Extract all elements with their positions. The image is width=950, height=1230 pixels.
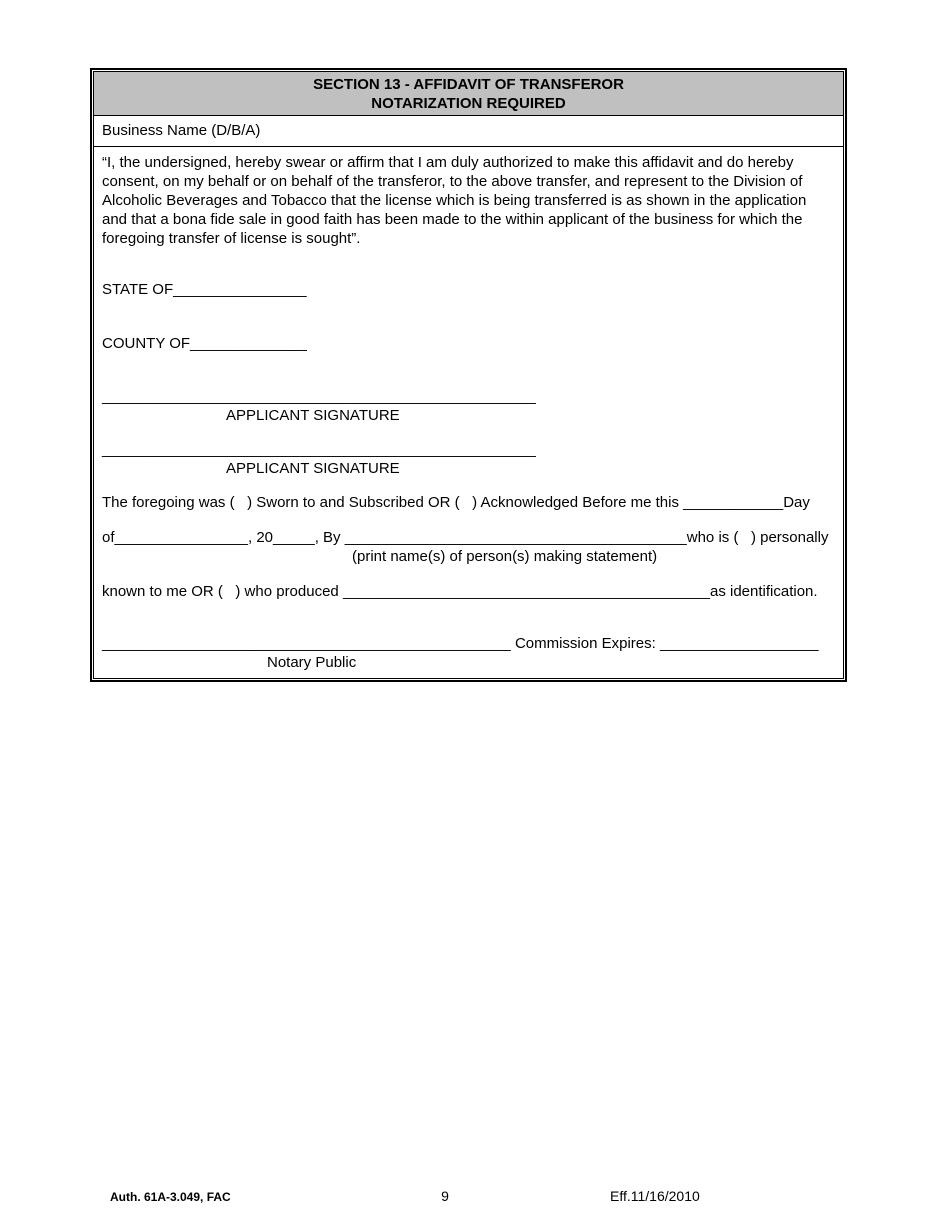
effective-date: Eff.11/16/2010: [610, 1188, 700, 1204]
notary-public-label: Notary Public: [267, 654, 357, 671]
affidavit-form: [90, 68, 847, 682]
notarization-foregoing-line: The foregoing was ( ) Sworn to and Subscribed OR ( ) Acknowledged Before me this ____________Day: [102, 494, 810, 511]
state-of-line: STATE OF________________: [102, 281, 307, 298]
business-name-row: [94, 116, 843, 147]
page-number: 9: [441, 1188, 449, 1204]
county-of-line: COUNTY OF______________: [102, 335, 307, 352]
print-names-caption: (print name(s) of person(s) making statement): [352, 548, 658, 565]
identification-line: known to me OR ( ) who produced ____________________________________________as identification.: [102, 583, 818, 600]
page-footer: [0, 1188, 950, 1208]
notarization-date-line: of________________, 20_____, By _________________________________________who is ( ) personally: [102, 529, 829, 546]
business-name-label: Business Name (D/B/A): [102, 122, 261, 139]
affidavit-statement: “I, the undersigned, hereby swear or affirm that I am duly authorized to make this affidavit and do hereby consent, on my behalf or on behalf of the transferor, to the above transfer, and represent to the Division of Alcoholic Beverages and Tobacco that the license which is being transferred is as shown in the application and that a bona fide sale in good faith has been made to the within applicant of the business for which the foregoing transfer of license is sought”.: [102, 154, 807, 247]
applicant-signature-blank-2: ____________________________________________________: [102, 441, 536, 458]
applicant-signature-label-2: APPLICANT SIGNATURE: [226, 460, 400, 477]
applicant-signature-label-1: APPLICANT SIGNATURE: [226, 407, 400, 424]
commission-expires-line: _________________________________________________ Commission Expires: ___________________: [102, 635, 819, 652]
affidavit-form-inner: [93, 71, 844, 679]
section-header-title: SECTION 13 - AFFIDAVIT OF TRANSFEROR: [313, 76, 624, 93]
auth-number: Auth. 61A-3.049, FAC: [110, 1190, 231, 1204]
form-content: [94, 147, 843, 678]
section-header: [94, 72, 843, 116]
section-header-subtitle: NOTARIZATION REQUIRED: [371, 95, 566, 112]
applicant-signature-blank-1: ____________________________________________________: [102, 388, 536, 405]
